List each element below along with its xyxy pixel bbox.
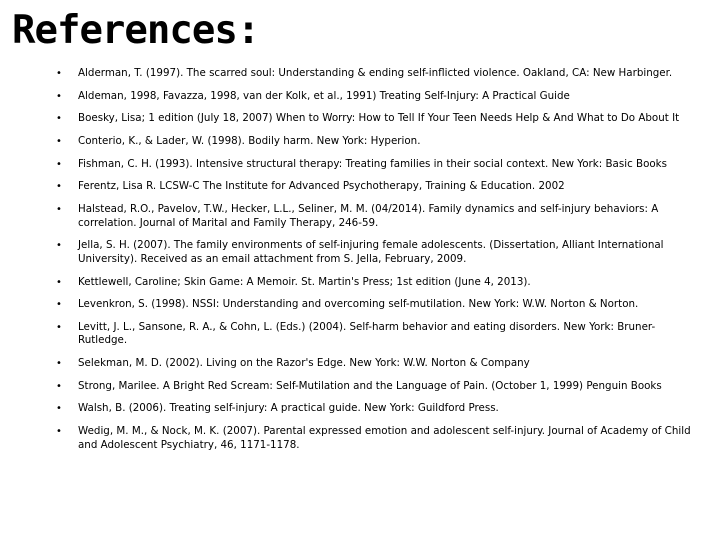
bullet-icon: • bbox=[56, 380, 62, 392]
reference-item bbox=[56, 298, 696, 312]
reference-text: Strong, Marilee. A Bright Red Scream: Self-Mutilation and the Language of Pain. (October 1, 1999) Penguin Books bbox=[78, 379, 662, 392]
reference-item bbox=[56, 112, 696, 126]
reference-text: Kettlewell, Caroline; Skin Game: A Memoir. St. Martin's Press; 1st edition (June 4, 2013). bbox=[78, 275, 531, 288]
reference-item bbox=[56, 135, 696, 149]
reference-item bbox=[56, 321, 696, 348]
reference-list bbox=[56, 67, 696, 461]
reference-item bbox=[56, 180, 696, 194]
bullet-icon: • bbox=[56, 158, 62, 170]
reference-item bbox=[56, 402, 696, 416]
reference-item bbox=[56, 158, 696, 172]
reference-text: Levitt, J. L., Sansone, R. A., & Cohn, L. (Eds.) (2004). Self-harm behavior and eating disorders. New York: Bruner- Rutledge. bbox=[78, 320, 656, 347]
bullet-icon: • bbox=[56, 321, 62, 333]
reference-item bbox=[56, 239, 696, 266]
reference-text: Levenkron, S. (1998). NSSI: Understanding and overcoming self-mutilation. New York: W.W. Norton & Norton. bbox=[78, 298, 639, 311]
reference-item bbox=[56, 67, 696, 81]
bullet-icon: • bbox=[56, 90, 62, 102]
reference-text: Selekman, M. D. (2002). Living on the Razor's Edge. New York: W.W. Norton & Company bbox=[78, 357, 530, 370]
reference-text: Ferentz, Lisa R. LCSW-C The Institute for Advanced Psychotherapy, Training & Education. 2002 bbox=[78, 180, 565, 193]
reference-text: Walsh, B. (2006). Treating self-injury: A practical guide. New York: Guildford Press. bbox=[78, 402, 499, 415]
reference-text: Halstead, R.O., Pavelov, T.W., Hecker, L.L., Seliner, M. M. (04/2014). Family dynamics and self-injury behaviors: A correlation. Journal of Marital and Family Therapy, 246-59. bbox=[78, 203, 659, 229]
reference-item bbox=[56, 90, 696, 104]
bullet-icon: • bbox=[56, 426, 62, 438]
reference-item bbox=[56, 276, 696, 290]
reference-text: Fishman, C. H. (1993). Intensive structural therapy: Treating families in their social context. New York: Basic Books bbox=[78, 157, 667, 170]
reference-item bbox=[56, 357, 696, 371]
bullet-icon: • bbox=[56, 240, 62, 252]
bullet-icon: • bbox=[56, 113, 62, 125]
bullet-icon: • bbox=[56, 358, 62, 370]
reference-item bbox=[56, 203, 696, 230]
bullet-icon: • bbox=[56, 299, 62, 311]
bullet-icon: • bbox=[56, 68, 62, 79]
reference-item bbox=[56, 425, 696, 452]
reference-text: Jella, S. H. (2007). The family environments of self-injuring female adolescents. (Dissertation, Alliant International University). Received as an email attachment from S. Jella, February, 2009. bbox=[78, 239, 664, 265]
reference-text: Alderman, T. (1997). The scarred soul: Understanding & ending self-inflicted violence. Oakland, CA: New Harbinger. bbox=[78, 67, 673, 79]
bullet-icon: • bbox=[56, 403, 62, 415]
reference-text: Conterio, K., & Lader, W. (1998). Bodily harm. New York: Hyperion. bbox=[78, 135, 421, 148]
bullet-icon: • bbox=[56, 276, 62, 288]
bullet-icon: • bbox=[56, 136, 62, 148]
reference-item bbox=[56, 380, 696, 394]
page-title: References: bbox=[12, 8, 260, 53]
reference-text: Boesky, Lisa; 1 edition (July 18, 2007) When to Worry: How to Tell If Your Teen Needs Help & And What to Do About It bbox=[78, 112, 680, 125]
bullet-icon: • bbox=[56, 204, 62, 216]
reference-text: Wedig, M. M., & Nock, M. K. (2007). Parental expressed emotion and adolescent self-injury. Journal of Academy of Child and Adolescent Psychiatry, 46, 1171-1178. bbox=[78, 425, 691, 451]
reference-text: Aldeman, 1998, Favazza, 1998, van der Kolk, et al., 1991) Treating Self-Injury: A Practical Guide bbox=[78, 89, 570, 102]
bullet-icon: • bbox=[56, 181, 62, 193]
